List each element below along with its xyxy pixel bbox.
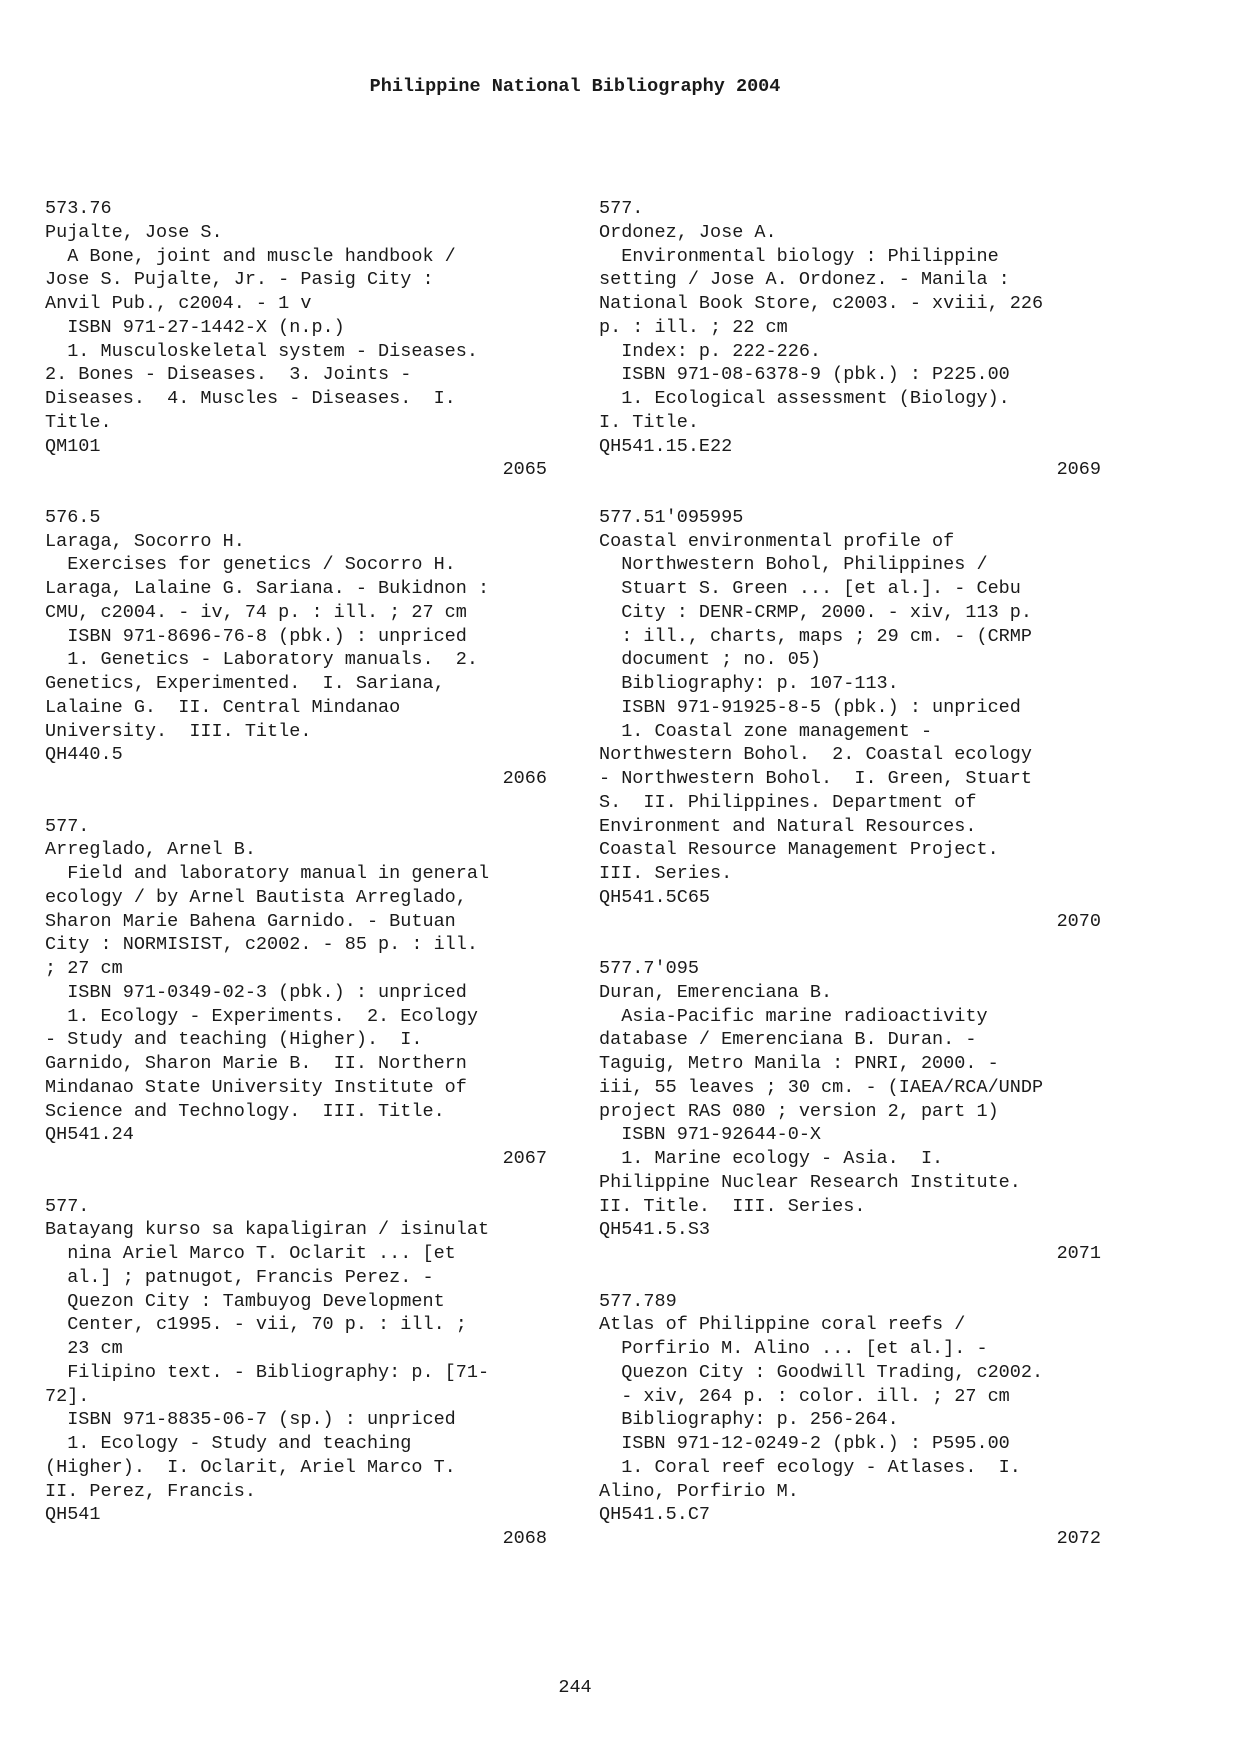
entry-line: Arreglado, Arnel B. — [45, 839, 256, 861]
bibliography-entry — [45, 506, 547, 791]
entry-line: ISBN 971-12-0249-2 (pbk.) : P595.00 — [599, 1433, 1010, 1454]
entry-number: 2070 — [1056, 910, 1101, 932]
entry-line: National Book Store, c2003. - xviii, 226 — [599, 293, 1044, 314]
entry-line: al.] ; patnugot, Francis Perez. - — [45, 1266, 434, 1288]
entry-line: City : NORMISIST, c2002. - 85 p. : ill. — [45, 934, 478, 956]
entry-line: Laraga, Socorro H. — [45, 530, 245, 552]
entry-line: QH541.15.E22 — [599, 435, 733, 457]
entry-line: Asia-Pacific marine radioactivity — [599, 1005, 988, 1027]
left-column — [45, 197, 547, 1575]
entry-line: QH440.5 — [45, 744, 123, 766]
entry-line: 1. Ecology - Study and teaching — [45, 1433, 412, 1454]
call-number: 577. — [599, 198, 644, 219]
entry-line: III. Series. — [599, 863, 733, 884]
entry-line: II. Perez, Francis. — [45, 1480, 256, 1502]
entry-number: 2069 — [1056, 459, 1101, 481]
page-number: 244 — [558, 1677, 592, 1698]
entry-line: project RAS 080 ; version 2, part 1) — [599, 1100, 999, 1122]
entry-line: Northwestern Bohol. 2. Coastal ecology — [599, 744, 1032, 766]
entry-line: Quezon City : Tambuyog Development — [45, 1290, 445, 1312]
entry-line: nina Ariel Marco T. Oclarit ... [et — [45, 1243, 456, 1264]
entry-number: 2068 — [502, 1528, 547, 1549]
entry-line: CMU, c2004. - iv, 74 p. : ill. ; 27 cm — [45, 601, 467, 623]
bibliography-entry — [599, 1290, 1101, 1551]
entry-line: City : DENR-CRMP, 2000. - xiv, 113 p. — [599, 601, 1032, 623]
entry-line: Ordonez, Jose A. — [599, 221, 777, 243]
entry-line: Genetics, Experimented. I. Sariana, — [45, 673, 445, 694]
entry-line: Coastal environmental profile of — [599, 530, 955, 552]
entry-line: QH541.24 — [45, 1124, 134, 1146]
entry-line: Alino, Porfirio M. — [599, 1480, 799, 1502]
entry-line: Bibliography: p. 107-113. — [599, 673, 899, 694]
entry-line: Duran, Emerenciana B. — [599, 981, 833, 1003]
entry-line: Environmental biology : Philippine — [599, 245, 999, 267]
entry-line: ISBN 971-91925-8-5 (pbk.) : unpriced — [599, 696, 1021, 718]
entry-line: 2. Bones - Diseases. 3. Joints - — [45, 364, 412, 386]
entry-line: Science and Technology. III. Title. — [45, 1100, 445, 1122]
entry-line: Index: p. 222-226. — [599, 340, 822, 362]
entry-line: ecology / by Arnel Bautista Arreglado, — [45, 886, 467, 908]
entry-line: QH541.5.S3 — [599, 1219, 711, 1241]
entry-line: 1. Musculoskeletal system - Diseases. — [45, 340, 478, 362]
entry-line: ISBN 971-92644-0-X — [599, 1124, 822, 1146]
entry-line: Porfirio M. Alino ... [et al.]. - — [599, 1338, 988, 1359]
entry-line: Laraga, Lalaine G. Sariana. - Bukidnon : — [45, 578, 490, 599]
entry-line: Coastal Resource Management Project. — [599, 839, 999, 861]
entry-line: document ; no. 05) — [599, 649, 822, 671]
entry-line: Anvil Pub., c2004. - 1 v — [45, 293, 312, 314]
entry-line: setting / Jose A. Ordonez. - Manila : — [599, 269, 1010, 291]
entry-line: Pujalte, Jose S. — [45, 221, 223, 243]
entry-line: Bibliography: p. 256-264. — [599, 1409, 899, 1431]
entry-line: ISBN 971-08-6378-9 (pbk.) : P225.00 — [599, 364, 1010, 386]
entry-line: ISBN 971-27-1442-X (n.p.) — [45, 316, 345, 338]
entry-line: : ill., charts, maps ; 29 cm. - (CRMP — [599, 625, 1032, 647]
entry-line: QH541 — [45, 1504, 101, 1526]
entry-line: - Study and teaching (Higher). I. — [45, 1029, 423, 1051]
call-number: 573.76 — [45, 198, 112, 219]
call-number: 577.789 — [599, 1290, 677, 1312]
entry-line: 1. Marine ecology - Asia. I. — [599, 1148, 944, 1169]
entry-line: - Northwestern Bohol. I. Green, Stuart — [599, 768, 1032, 789]
call-number: 577. — [45, 1195, 90, 1217]
entry-line: Taguig, Metro Manila : PNRI, 2000. - — [599, 1053, 999, 1074]
entry-line: iii, 55 leaves ; 30 cm. - (IAEA/RCA/UNDP — [599, 1076, 1044, 1098]
entry-line: - xiv, 264 p. : color. ill. ; 27 cm — [599, 1385, 1010, 1407]
bibliography-entry — [45, 815, 547, 1171]
entry-line: Diseases. 4. Muscles - Diseases. I. — [45, 388, 456, 409]
page-title: Philippine National Bibliography 2004 — [369, 76, 781, 97]
entry-line: 1. Coral reef ecology - Atlases. I. — [599, 1456, 1021, 1478]
entry-line: Exercises for genetics / Socorro H. — [45, 554, 456, 576]
bibliography-entry — [599, 197, 1101, 482]
entry-line: Filipino text. - Bibliography: p. [71- — [45, 1361, 490, 1383]
call-number: 577.51'095995 — [599, 506, 744, 528]
call-number: 577. — [45, 815, 90, 837]
entry-line: 72]. — [45, 1385, 90, 1407]
entry-line: 1. Ecology - Experiments. 2. Ecology — [45, 1005, 478, 1027]
entry-line: 23 cm — [45, 1338, 123, 1359]
entry-number: 2067 — [502, 1148, 547, 1169]
entry-line: Quezon City : Goodwill Trading, c2002. — [599, 1361, 1044, 1383]
entry-line: Philippine Nuclear Research Institute. — [599, 1171, 1021, 1193]
entry-line: I. Title. — [599, 411, 699, 433]
entry-line: (Higher). I. Oclarit, Ariel Marco T. — [45, 1456, 456, 1478]
entry-line: Mindanao State University Institute of — [45, 1076, 467, 1098]
entry-line: University. III. Title. — [45, 720, 312, 742]
entry-line: QM101 — [45, 435, 101, 457]
bibliography-entry — [599, 506, 1101, 934]
entry-line: ; 27 cm — [45, 958, 123, 979]
entry-line: 1. Genetics - Laboratory manuals. 2. — [45, 649, 478, 671]
entry-line: database / Emerenciana B. Duran. - — [599, 1029, 977, 1051]
entry-line: QH541.5.C7 — [599, 1504, 711, 1526]
entry-line: Field and laboratory manual in general — [45, 863, 490, 884]
entry-number: 2065 — [502, 459, 547, 481]
bibliography-entry — [45, 1195, 547, 1551]
entry-number: 2072 — [1056, 1528, 1101, 1549]
bibliography-entry — [45, 197, 547, 482]
entry-line: Sharon Marie Bahena Garnido. - Butuan — [45, 910, 456, 932]
entry-line: Environment and Natural Resources. — [599, 815, 977, 837]
entry-line: 1. Coastal zone management - — [599, 720, 933, 742]
entry-line: ISBN 971-8696-76-8 (pbk.) : unpriced — [45, 625, 467, 647]
entry-line: Garnido, Sharon Marie B. II. Northern — [45, 1053, 467, 1074]
call-number: 577.7'095 — [599, 958, 699, 979]
entry-line: S. II. Philippines. Department of — [599, 791, 977, 813]
bibliography-entry — [599, 957, 1101, 1266]
entry-line: Lalaine G. II. Central Mindanao — [45, 696, 401, 718]
entry-line: ISBN 971-8835-06-7 (sp.) : unpriced — [45, 1409, 456, 1431]
entry-line: 1. Ecological assessment (Biology). — [599, 388, 1010, 409]
entry-line: Stuart S. Green ... [et al.]. - Cebu — [599, 578, 1021, 599]
call-number: 576.5 — [45, 506, 101, 528]
entry-line: ISBN 971-0349-02-3 (pbk.) : unpriced — [45, 981, 467, 1003]
entry-line: p. : ill. ; 22 cm — [599, 316, 788, 338]
entry-line: Northwestern Bohol, Philippines / — [599, 554, 988, 576]
entry-line: Batayang kurso sa kapaligiran / isinulat — [45, 1219, 490, 1241]
entry-line: Atlas of Philippine coral reefs / — [599, 1314, 966, 1336]
right-column — [599, 197, 1101, 1575]
entry-line: A Bone, joint and muscle handbook / — [45, 245, 456, 267]
entry-number: 2071 — [1056, 1243, 1101, 1264]
entry-line: II. Title. III. Series. — [599, 1195, 866, 1217]
entry-number: 2066 — [502, 768, 547, 789]
entry-line: Title. — [45, 411, 112, 433]
entry-line: QH541.5C65 — [599, 886, 711, 908]
entry-line: Jose S. Pujalte, Jr. - Pasig City : — [45, 269, 434, 291]
entry-line: Center, c1995. - vii, 70 p. : ill. ; — [45, 1314, 467, 1336]
